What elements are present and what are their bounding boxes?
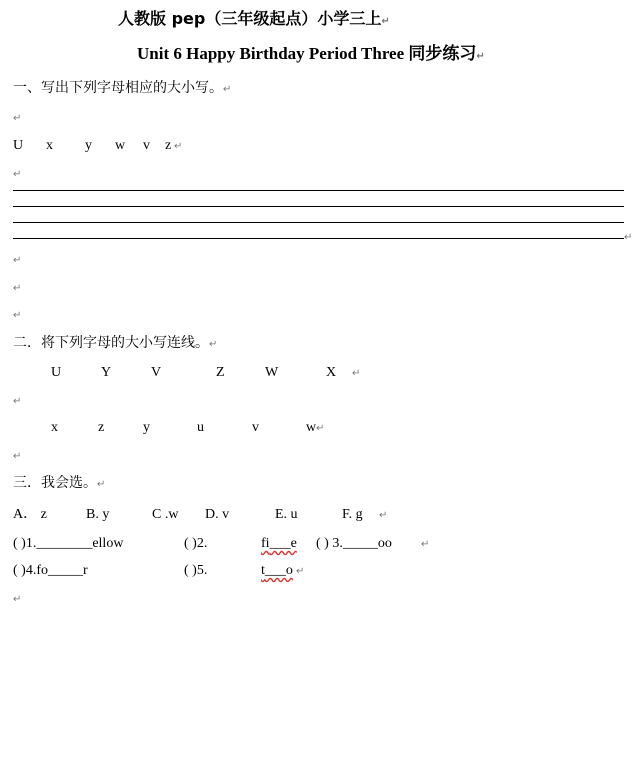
choice-option-d: D. v (205, 507, 230, 522)
section1-heading (13, 81, 231, 95)
return-mark: ↵ (379, 510, 388, 521)
section1-letter: z (165, 138, 172, 153)
question-5-part-b: ___o (264, 563, 293, 578)
section1-heading-text: 一、写出下列字母相应的大小写。 (13, 80, 223, 96)
return-mark: ↵ (421, 539, 430, 550)
question-4: ( )4.fo_____r (13, 563, 88, 578)
return-mark: ↵ (624, 232, 632, 243)
upper-letter: U (51, 365, 62, 380)
return-mark: ↵ (13, 594, 22, 605)
choice-option-a: A． z (13, 507, 47, 522)
page-subtitle (137, 45, 485, 62)
return-mark: ↵ (174, 141, 183, 152)
section1-letter: v (143, 138, 150, 153)
return-mark: ↵ (316, 423, 325, 434)
return-mark: ↵ (13, 113, 22, 124)
return-mark: ↵ (476, 51, 485, 62)
lower-letter: y (143, 420, 150, 435)
question-2-word (261, 537, 297, 551)
upper-letter: W (265, 365, 279, 380)
writing-line (13, 206, 624, 207)
question-3: ( ) 3._____oo (316, 536, 392, 551)
page-subtitle-text: Unit 6 Happy Birthday Period Three 同步练习 (137, 44, 477, 63)
choice-option-f: F. g (342, 507, 363, 522)
return-mark: ↵ (13, 396, 22, 407)
question-5-part-a: t (261, 563, 265, 578)
page-title-text: 人教版 pep（三年级起点）小学三上 (118, 9, 382, 28)
upper-letter: Y (101, 365, 112, 380)
section3-heading-text: 三．我会选。 (13, 475, 97, 491)
question-2-part-b: ___e (269, 536, 297, 551)
section1-letter: y (85, 138, 92, 153)
section2-heading-text: 二．将下列字母的大小写连线。 (13, 335, 209, 351)
return-mark: ↵ (13, 255, 22, 266)
question-5-number: ( )5. (184, 563, 208, 578)
upper-letter: Z (216, 365, 225, 380)
upper-letter: V (151, 365, 162, 380)
choice-option-e: E. u (275, 507, 298, 522)
section1-letter: U (13, 138, 24, 153)
writing-line (13, 238, 624, 239)
choice-option-b: B. y (86, 507, 110, 522)
return-mark: ↵ (13, 169, 22, 180)
return-mark: ↵ (223, 84, 232, 95)
question-2-part-a: fi (261, 536, 270, 551)
return-mark: ↵ (13, 283, 22, 294)
question-1: ( )1.________ellow (13, 536, 124, 551)
lower-letter: v (252, 420, 259, 435)
return-mark: ↵ (97, 479, 106, 490)
writing-line (13, 190, 624, 191)
section1-letter: x (46, 138, 53, 153)
return-mark: ↵ (296, 566, 305, 577)
return-mark: ↵ (352, 368, 361, 379)
lower-letter: w (306, 420, 317, 435)
choice-option-c: C .w (152, 507, 179, 522)
writing-line (13, 222, 624, 223)
question-2-number: ( )2. (184, 536, 208, 551)
section1-letter: w (115, 138, 126, 153)
lower-letter: z (98, 420, 105, 435)
return-mark: ↵ (13, 310, 22, 321)
upper-letter: X (326, 365, 337, 380)
return-mark: ↵ (13, 451, 22, 462)
question-5-word (261, 564, 293, 578)
section2-heading (13, 336, 217, 350)
lower-letter: x (51, 420, 58, 435)
lower-letter: u (197, 420, 204, 435)
return-mark: ↵ (381, 16, 390, 27)
return-mark: ↵ (209, 339, 218, 350)
section3-heading (13, 476, 105, 490)
page-title (118, 11, 390, 27)
